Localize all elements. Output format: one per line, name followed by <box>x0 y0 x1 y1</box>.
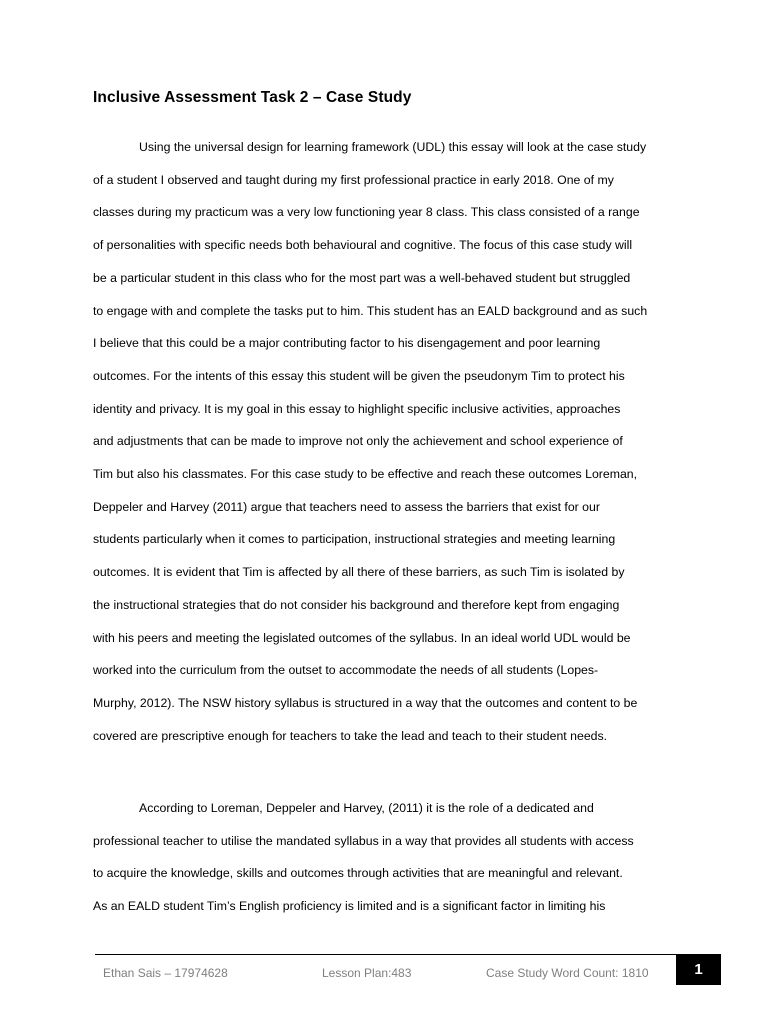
body-line: According to Loreman, Deppeler and Harvey, (2011) it is the role of a dedicated and <box>139 801 594 815</box>
body-line: with his peers and meeting the legislated outcomes of the syllabus. In an ideal world UDL would be <box>93 630 631 645</box>
body-line: outcomes. For the intents of this essay this student will be given the pseudonym Tim to protect his <box>93 368 625 383</box>
body-line: identity and privacy. It is my goal in this essay to highlight specific inclusive activities, approaches <box>93 401 621 416</box>
body-line: of personalities with specific needs both behavioural and cognitive. The focus of this case study will <box>93 238 633 253</box>
body-line: Murphy, 2012). The NSW history syllabus is structured in a way that the outcomes and content to be <box>93 695 638 710</box>
body-line: I believe that this could be a major contributing factor to his disengagement and poor learning <box>93 336 601 351</box>
footer-author: Ethan Sais – 17974628 <box>103 966 228 980</box>
body-line: to acquire the knowledge, skills and outcomes through activities that are meaningful and relevant. <box>93 866 623 881</box>
body-line: classes during my practicum was a very low functioning year 8 class. This class consisted of a range <box>93 205 640 220</box>
page-number: 1 <box>676 954 721 985</box>
footer-lesson-plan: Lesson Plan:483 <box>322 966 412 980</box>
body-line: of a student I observed and taught during my first professional practice in early 2018. One of my <box>93 172 614 187</box>
body-line: be a particular student in this class who for the most part was a well-behaved student but struggled <box>93 270 631 285</box>
body-line: As an EALD student Tim’s English proficiency is limited and is a significant factor in limiting his <box>93 899 606 914</box>
footer-word-count: Case Study Word Count: 1810 <box>486 966 649 980</box>
body-line: worked into the curriculum from the outset to accommodate the needs of all students (Lopes- <box>93 663 599 678</box>
body-line: Tim but also his classmates. For this case study to be effective and reach these outcomes Loreman, <box>93 467 638 481</box>
body-line: professional teacher to utilise the mandated syllabus in a way that provides all students with access <box>93 833 634 848</box>
body-line: to engage with and complete the tasks put to him. This student has an EALD background and as such <box>93 303 648 318</box>
body-line: covered are prescriptive enough for teachers to take the lead and teach to their student needs. <box>93 728 608 743</box>
body-line: the instructional strategies that do not consider his background and therefore kept from engaging <box>93 597 620 612</box>
body-line: Using the universal design for learning framework (UDL) this essay will look at the case study <box>139 140 647 154</box>
footer-rule <box>95 954 676 955</box>
body-line: Deppeler and Harvey (2011) argue that teachers need to assess the barriers that exist for our <box>93 499 600 514</box>
body-line: and adjustments that can be made to improve not only the achievement and school experience of <box>93 434 623 449</box>
document-title: Inclusive Assessment Task 2 – Case Study <box>93 89 412 106</box>
body-line: outcomes. It is evident that Tim is affected by all there of these barriers, as such Tim is isolated by <box>93 565 625 580</box>
body-line: students particularly when it comes to participation, instructional strategies and meeting learning <box>93 532 616 547</box>
